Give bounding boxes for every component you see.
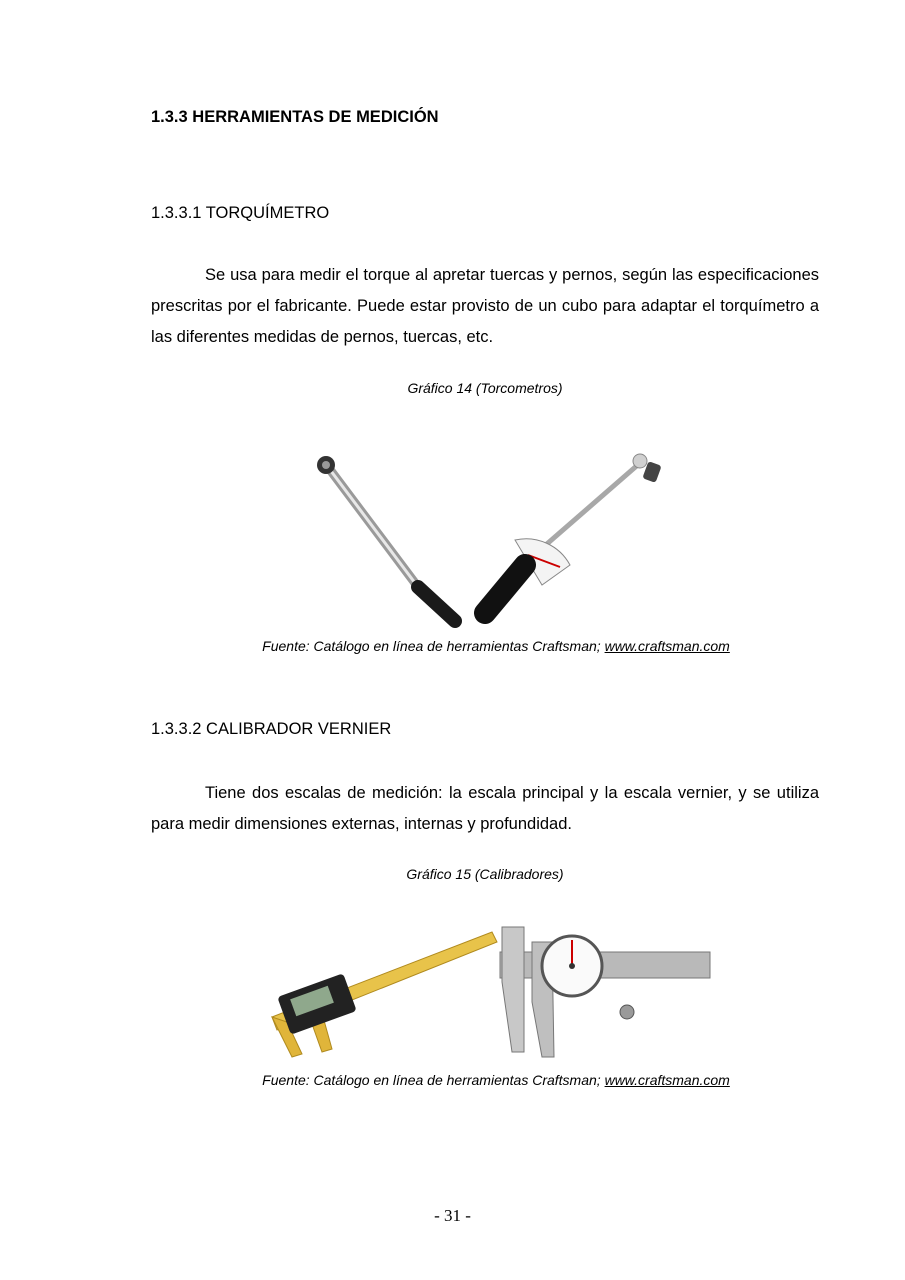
torquimetro-heading: 1.3.3.1 TORQUÍMETRO — [151, 204, 330, 222]
page-number: - 31 - — [434, 1206, 471, 1225]
torquimetro-paragraph-text: Se usa para medir el torque al apretar tuercas y pernos, según las especificaciones prescritas por el fabricante. Puede estar provisto de un cubo para adaptar el torquímetro a las diferentes medidas de pernos, tuercas, etc. — [151, 266, 819, 346]
figure-15-source-text: Fuente: Catálogo en línea de herramientas Craftsman; — [262, 1072, 605, 1088]
figure-15-source-link[interactable]: www.craftsman.com — [604, 1072, 730, 1088]
calibrador-heading: 1.3.3.2 CALIBRADOR VERNIER — [151, 720, 392, 738]
beam-torque-wrench-icon — [485, 454, 662, 613]
torque-wrenches-image — [310, 445, 680, 630]
figure-14-source — [151, 638, 841, 654]
digital-caliper-icon — [272, 932, 497, 1057]
figure-15-source — [151, 1072, 841, 1088]
section-title: 1.3.3 HERRAMIENTAS DE MEDICIÓN — [151, 108, 439, 126]
calipers-image — [262, 922, 712, 1062]
click-torque-wrench-icon — [317, 456, 455, 621]
dial-caliper-icon — [500, 927, 710, 1057]
figure-14-source-link[interactable]: www.craftsman.com — [604, 638, 730, 654]
figure-14-source-text: Fuente: Catálogo en línea de herramientas Craftsman; — [262, 638, 605, 654]
torquimetro-paragraph — [151, 260, 819, 353]
figure-14-title: Gráfico 14 (Torcometros) — [407, 380, 563, 396]
figure-15-title: Gráfico 15 (Calibradores) — [406, 866, 564, 882]
calibrador-paragraph — [151, 778, 819, 840]
calibrador-paragraph-text: Tiene dos escalas de medición: la escala principal y la escala vernier, y se utiliza para medir dimensiones externas, internas y profundidad. — [151, 784, 819, 833]
